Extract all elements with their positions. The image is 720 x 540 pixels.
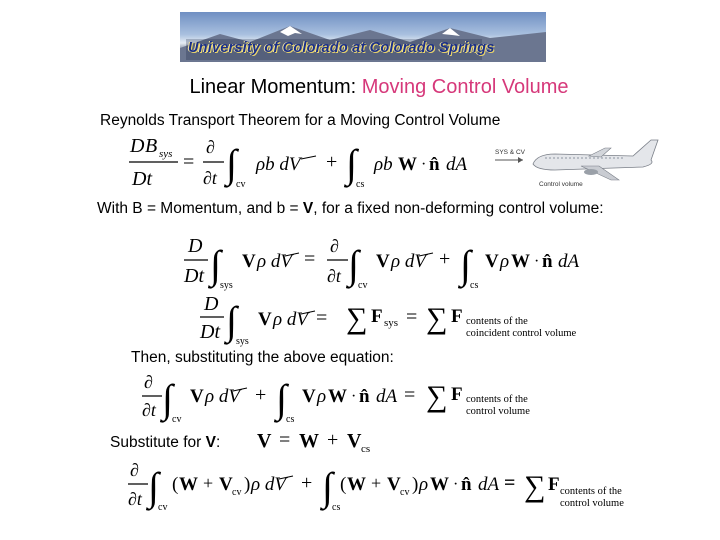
svg-text:∂t: ∂t: [327, 266, 341, 286]
svg-text:dA: dA: [558, 251, 580, 272]
svg-text:·: ·: [351, 388, 357, 405]
svg-text:W: W: [430, 474, 449, 495]
sub-sys-2: sys: [236, 336, 249, 347]
svg-text:+: +: [301, 472, 313, 494]
sub-sys-3: sys: [384, 317, 399, 329]
svg-text:(: (: [172, 474, 179, 495]
svg-text:D: D: [130, 135, 145, 157]
svg-text:∫: ∫: [210, 242, 221, 287]
with-b-prefix: With B = Momentum, and b =: [97, 200, 303, 217]
svg-text:ρ dV: ρ dV: [273, 309, 308, 330]
contents-label-2: contents of the: [466, 394, 528, 405]
velocity-relation-equation: [255, 425, 395, 459]
substitute-prefix: Substitute for: [110, 434, 206, 451]
svg-text:dA: dA: [478, 474, 500, 495]
svg-text:V: V: [485, 251, 499, 272]
svg-text:∂t: ∂t: [128, 489, 142, 509]
svg-text:V: V: [242, 251, 256, 272]
svg-text:ρ dV: ρ dV: [257, 251, 292, 272]
with-b-line: [97, 200, 604, 218]
svg-text:=: =: [404, 384, 416, 406]
svg-text:V: V: [258, 309, 272, 330]
svg-text:W: W: [299, 430, 319, 452]
svg-text:(: (: [340, 474, 347, 495]
sub-cv-5: cv: [232, 487, 242, 498]
svg-text:V: V: [376, 251, 390, 272]
svg-text:sys: sys: [159, 148, 173, 160]
title-accent: Moving Control Volume: [361, 76, 569, 98]
svg-text:·: ·: [453, 476, 459, 493]
svg-text:V: V: [190, 386, 204, 407]
svg-text:·: ·: [534, 253, 540, 270]
svg-text:ρ: ρ: [419, 474, 429, 495]
svg-text:W: W: [511, 251, 530, 272]
svg-text:V: V: [347, 430, 362, 452]
svg-text:∫: ∫: [276, 376, 287, 421]
svg-text:Dt: Dt: [200, 321, 220, 343]
svg-text:∫: ∫: [346, 141, 357, 186]
svg-text:+: +: [327, 429, 339, 451]
svg-text:F: F: [451, 384, 463, 405]
svg-text:Dt: Dt: [132, 168, 152, 190]
svg-text:∫: ∫: [460, 242, 471, 287]
rtt-equation: [126, 132, 486, 192]
svg-text:W: W: [179, 474, 198, 495]
svg-text:+: +: [255, 384, 267, 406]
airplane-illustration-icon: [493, 134, 663, 190]
svg-text:ρ: ρ: [500, 251, 510, 272]
contents-label-1: contents of the: [466, 316, 528, 327]
svg-text:n̂: n̂: [542, 251, 553, 272]
title-main: Linear Momentum:: [189, 76, 357, 98]
svg-text:ρb dV: ρb dV: [256, 154, 301, 175]
svg-text:F: F: [548, 474, 560, 495]
svg-text:∑: ∑: [346, 302, 368, 335]
svg-text:·: ·: [421, 156, 427, 173]
svg-text:W: W: [398, 154, 417, 175]
svg-text:): ): [244, 474, 251, 495]
svg-text:=: =: [183, 151, 195, 173]
svg-text:∂: ∂: [206, 137, 215, 157]
svg-text:∫: ∫: [226, 141, 237, 186]
rtt-heading: Reynolds Transport Theorem for a Moving Control Volume: [100, 112, 501, 129]
svg-text:Dt: Dt: [184, 265, 204, 287]
svg-text:V: V: [302, 386, 316, 407]
with-b-v: V: [302, 200, 314, 217]
sub-cv-6: cv: [400, 487, 410, 498]
svg-text:∑: ∑: [524, 470, 546, 503]
airplane-label-sys: SYS & CV: [495, 149, 525, 156]
svg-text:D: D: [188, 235, 203, 257]
svg-text:=: =: [279, 429, 291, 451]
svg-text:+: +: [326, 151, 338, 173]
svg-text:+: +: [203, 473, 214, 493]
substituted-equation: [140, 370, 560, 424]
svg-text:F: F: [371, 306, 383, 327]
final-equation: [126, 456, 646, 514]
with-b-suffix: , for a fixed non-deforming control volume:: [313, 200, 604, 217]
svg-text:∫: ∫: [162, 376, 173, 421]
coincident-label: coincident control volume: [466, 328, 577, 339]
then-line: Then, substituting the above equation:: [131, 349, 394, 366]
svg-text:∂t: ∂t: [142, 400, 156, 420]
sub-sys-1: sys: [220, 280, 233, 291]
svg-text:∑: ∑: [426, 380, 448, 413]
svg-text:B: B: [145, 135, 158, 157]
substitute-colon: :: [215, 434, 221, 451]
banner-text: University of Colorado at Colorado Springs: [188, 40, 495, 56]
svg-text:ρ dV: ρ dV: [205, 386, 240, 407]
sub-cs-2: cs: [470, 280, 479, 291]
svg-text:∂: ∂: [130, 460, 139, 480]
svg-text:+: +: [439, 248, 451, 270]
sub-cv-2: cv: [358, 280, 368, 291]
svg-text:n̂: n̂: [461, 474, 472, 495]
svg-text:=: =: [304, 248, 316, 270]
svg-text:∂t: ∂t: [203, 168, 217, 188]
sub-cs-4: cs: [361, 443, 371, 455]
svg-text:ρ dV: ρ dV: [251, 474, 286, 495]
university-banner: [180, 12, 546, 62]
svg-text:∂: ∂: [144, 372, 153, 392]
svg-text:=: =: [504, 472, 516, 494]
svg-text:dA: dA: [376, 386, 398, 407]
svg-text:V: V: [219, 474, 233, 495]
substitute-v: V: [205, 434, 216, 451]
sub-cs-5: cs: [332, 502, 341, 513]
control-label-1: control volume: [466, 406, 530, 417]
sub-cv-1: cv: [236, 179, 246, 190]
svg-text:): ): [412, 474, 419, 495]
svg-text:D: D: [204, 293, 219, 315]
sub-cs-1: cs: [356, 179, 365, 190]
svg-text:ρb: ρb: [374, 154, 393, 175]
page-title: [0, 76, 720, 99]
svg-text:W: W: [328, 386, 347, 407]
svg-text:W: W: [347, 474, 366, 495]
svg-text:∫: ∫: [322, 464, 333, 509]
svg-text:ρ: ρ: [317, 386, 327, 407]
svg-text:=: =: [316, 307, 328, 329]
svg-text:∫: ∫: [348, 242, 359, 287]
svg-text:∂: ∂: [330, 236, 339, 256]
svg-text:dA: dA: [446, 154, 468, 175]
svg-text:F: F: [451, 306, 463, 327]
substitute-line: [110, 434, 220, 452]
contents-label-3: contents of the: [560, 486, 622, 497]
svg-text:∑: ∑: [426, 302, 448, 335]
svg-text:n̂: n̂: [429, 154, 440, 175]
sub-cv-4: cv: [158, 502, 168, 513]
sub-cv-3: cv: [172, 414, 182, 424]
control-label-2: control volume: [560, 498, 624, 509]
svg-text:n̂: n̂: [359, 386, 370, 407]
svg-text:=: =: [406, 306, 418, 328]
svg-text:∫: ∫: [226, 298, 237, 343]
force-equation: [180, 292, 610, 348]
airplane-label-cv: Control volume: [539, 181, 583, 188]
sub-cs-3: cs: [286, 414, 295, 424]
svg-text:+: +: [371, 473, 382, 493]
momentum-equation: [180, 232, 600, 294]
svg-text:ρ dV: ρ dV: [391, 251, 426, 272]
svg-text:V: V: [257, 430, 272, 452]
svg-text:V: V: [387, 474, 401, 495]
svg-text:∫: ∫: [148, 464, 159, 509]
